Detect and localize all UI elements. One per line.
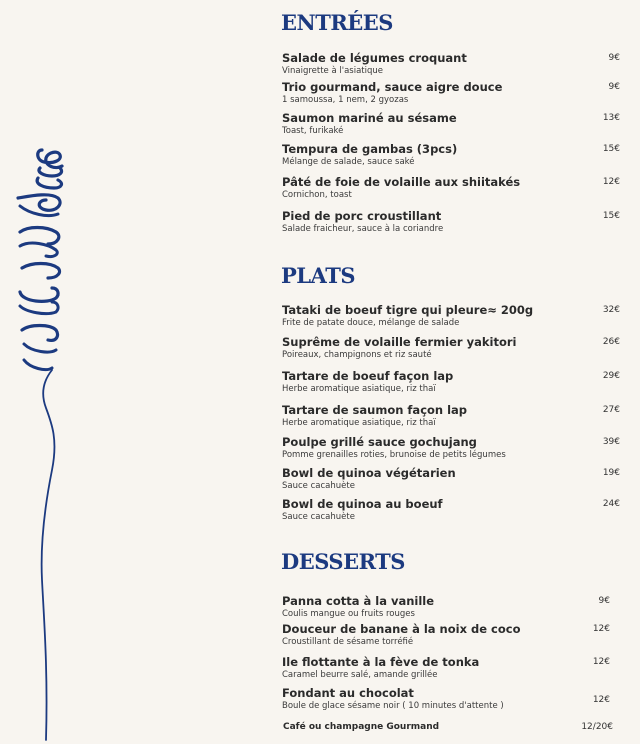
menu-item bbox=[282, 497, 622, 523]
menu-item bbox=[282, 51, 622, 77]
item-price: 9€ bbox=[608, 82, 620, 92]
item-desc: Toast, furikaké bbox=[282, 126, 344, 136]
item-desc: Frite de patate douce, mélange de salade bbox=[282, 318, 460, 328]
item-name: Ile flottante à la fève de tonka bbox=[282, 655, 480, 669]
item-name: Pied de porc croustillant bbox=[282, 209, 442, 223]
item-name: Douceur de banane à la noix de coco bbox=[282, 622, 521, 636]
item-price: 12€ bbox=[602, 177, 620, 187]
menu-item bbox=[282, 209, 622, 235]
item-name: Saumon mariné au sésame bbox=[282, 111, 457, 125]
item-name: Pâté de foie de volaille aux shiitakés bbox=[282, 175, 521, 189]
item-desc: 1 samoussa, 1 nem, 2 gyozas bbox=[282, 95, 409, 105]
item-name: Poulpe grillé sauce gochujang bbox=[282, 435, 477, 449]
item-name: Bowl de quinoa au boeuf bbox=[282, 497, 443, 511]
menu-item bbox=[282, 142, 622, 168]
menu-item bbox=[282, 369, 622, 395]
item-price: 12€ bbox=[592, 624, 610, 634]
item-name: Panna cotta à la vanille bbox=[282, 594, 435, 608]
item-desc: Cornichon, toast bbox=[282, 190, 352, 200]
item-name: Tempura de gambas (3pcs) bbox=[282, 142, 458, 156]
item-price: 29€ bbox=[602, 371, 620, 381]
item-desc: Poireaux, champignons et riz sauté bbox=[282, 350, 432, 360]
menu-item bbox=[282, 435, 622, 461]
menu-item bbox=[282, 335, 622, 361]
item-desc: Caramel beurre salé, amande grillée bbox=[282, 670, 438, 680]
item-desc: Coulis mangue ou fruits rouges bbox=[282, 609, 415, 619]
menu-item bbox=[282, 175, 622, 201]
item-price: 15€ bbox=[602, 211, 620, 221]
item-desc: Boule de glace sésame noir ( 10 minutes d'attente ) bbox=[282, 701, 504, 711]
item-price: 13€ bbox=[602, 113, 620, 123]
menu-item bbox=[282, 403, 622, 429]
item-desc: Sauce cacahuète bbox=[282, 512, 355, 522]
item-desc: Sauce cacahuète bbox=[282, 481, 355, 491]
item-price: 24€ bbox=[602, 499, 620, 509]
item-price: 27€ bbox=[602, 405, 620, 415]
menu-item bbox=[282, 686, 622, 712]
menu-item bbox=[282, 466, 622, 492]
item-price: 12/20€ bbox=[581, 722, 613, 732]
item-price: 39€ bbox=[602, 437, 620, 447]
entrees-title: ENTRÉES bbox=[281, 10, 393, 35]
item-price: 12€ bbox=[592, 657, 610, 667]
item-price: 19€ bbox=[602, 468, 620, 478]
item-price: 9€ bbox=[608, 53, 620, 63]
item-price: 9€ bbox=[598, 596, 610, 606]
item-name: Fondant au chocolat bbox=[282, 686, 414, 700]
item-desc: Mélange de salade, sauce saké bbox=[282, 157, 415, 167]
item-price: 15€ bbox=[602, 144, 620, 154]
item-desc: Herbe aromatique asiatique, riz thaï bbox=[282, 384, 436, 394]
item-desc: Pomme grenailles roties, brunoise de petits légumes bbox=[282, 450, 506, 460]
item-name: Salade de légumes croquant bbox=[282, 51, 467, 65]
item-name: Bowl de quinoa végétarien bbox=[282, 466, 456, 480]
dessert-footer-item bbox=[283, 721, 613, 733]
menu-item bbox=[282, 80, 622, 106]
item-name: Trio gourmand, sauce aigre douce bbox=[282, 80, 503, 94]
item-name: Tartare de boeuf façon lap bbox=[282, 369, 454, 383]
item-name: Tartare de saumon façon lap bbox=[282, 403, 468, 417]
menu-item bbox=[282, 622, 622, 648]
item-price: 12€ bbox=[592, 695, 610, 705]
menu-item bbox=[282, 111, 622, 137]
desserts-title: DESSERTS bbox=[281, 549, 405, 574]
item-name: Tataki de boeuf tigre qui pleure≈ 200g bbox=[282, 303, 534, 317]
item-desc: Salade fraicheur, sauce à la coriandre bbox=[282, 224, 444, 234]
plats-title: PLATS bbox=[281, 263, 355, 288]
item-name: Suprême de volaille fermier yakitori bbox=[282, 335, 517, 349]
item-desc: Croustillant de sésame torréfié bbox=[282, 637, 414, 647]
menu-item bbox=[282, 655, 622, 681]
menu-item bbox=[282, 594, 622, 620]
item-desc: Vinaigrette à l'asiatique bbox=[282, 66, 383, 76]
item-desc: Herbe aromatique asiatique, riz thaï bbox=[282, 418, 436, 428]
item-price: 26€ bbox=[602, 337, 620, 347]
item-name: Café ou champagne Gourmand bbox=[283, 722, 440, 732]
menu-script-logo bbox=[0, 0, 120, 744]
menu-item bbox=[282, 303, 622, 329]
item-price: 32€ bbox=[602, 305, 620, 315]
